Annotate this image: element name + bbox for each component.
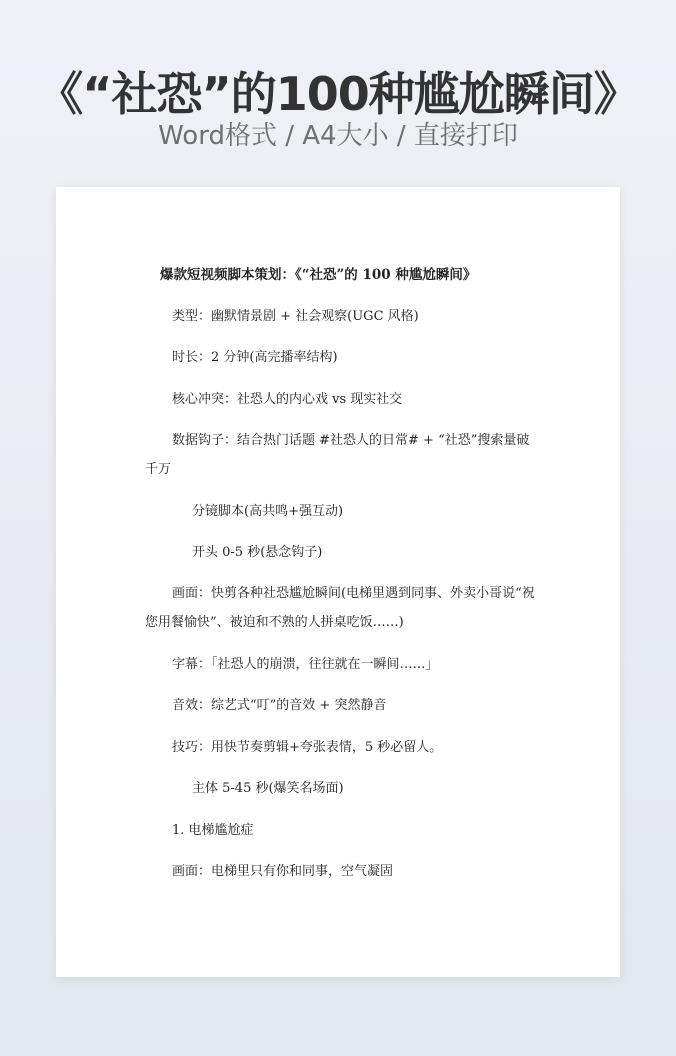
paragraph-elevator-visual: 画面：电梯里只有你和同事，空气凝固: [172, 864, 394, 879]
paragraph-data-hook: 数据钩子：结合热门话题 #社恐人的日常# + “社恐”搜索量破: [172, 433, 530, 448]
paragraph-conflict: 核心冲突：社恐人的内心戏 vs 现实社交: [172, 392, 403, 407]
paragraph-caption: 字幕：「社恐人的崩溃，往往就在一瞬间……」: [172, 657, 439, 672]
banner-title: 《“社恐”的100种尴尬瞬间》: [37, 67, 639, 121]
document-title: 爆款短视频脚本策划：《“社恐”的 100 种尴尬瞬间》: [160, 267, 477, 283]
paragraph-opening-visual: 画面：快剪各种社恐尴尬瞬间(电梯里遇到同事、外卖小哥说“祝: [172, 586, 535, 601]
section-heading-main: 主体 5-45 秒(爆笑名场面): [192, 781, 344, 796]
paragraph-opening-visual-continued: 您用餐愉快”、被迫和不熟的人拼桌吃饭……): [145, 615, 404, 630]
paragraph-type: 类型：幽默情景剧 + 社会观察(UGC 风格): [172, 309, 419, 324]
paragraph-sound: 音效：综艺式“叮”的音效 + 突然静音: [172, 698, 387, 713]
banner-subtitle: Word格式 / A4大小 / 直接打印: [158, 121, 518, 151]
section-heading-opening: 开头 0-5 秒(悬念钩子): [192, 545, 323, 560]
section-heading-storyboard: 分镜脚本(高共鸣+强互动): [192, 504, 344, 519]
document-page: [56, 187, 620, 977]
paragraph-data-hook-continued: 千万: [145, 462, 172, 477]
banner: [0, 0, 676, 170]
paragraph-technique: 技巧：用快节奏剪辑+夸张表情，5 秒必留人。: [172, 740, 443, 755]
list-item-elevator: 1. 电梯尴尬症: [172, 823, 254, 838]
paragraph-duration: 时长：2 分钟(高完播率结构): [172, 350, 338, 365]
